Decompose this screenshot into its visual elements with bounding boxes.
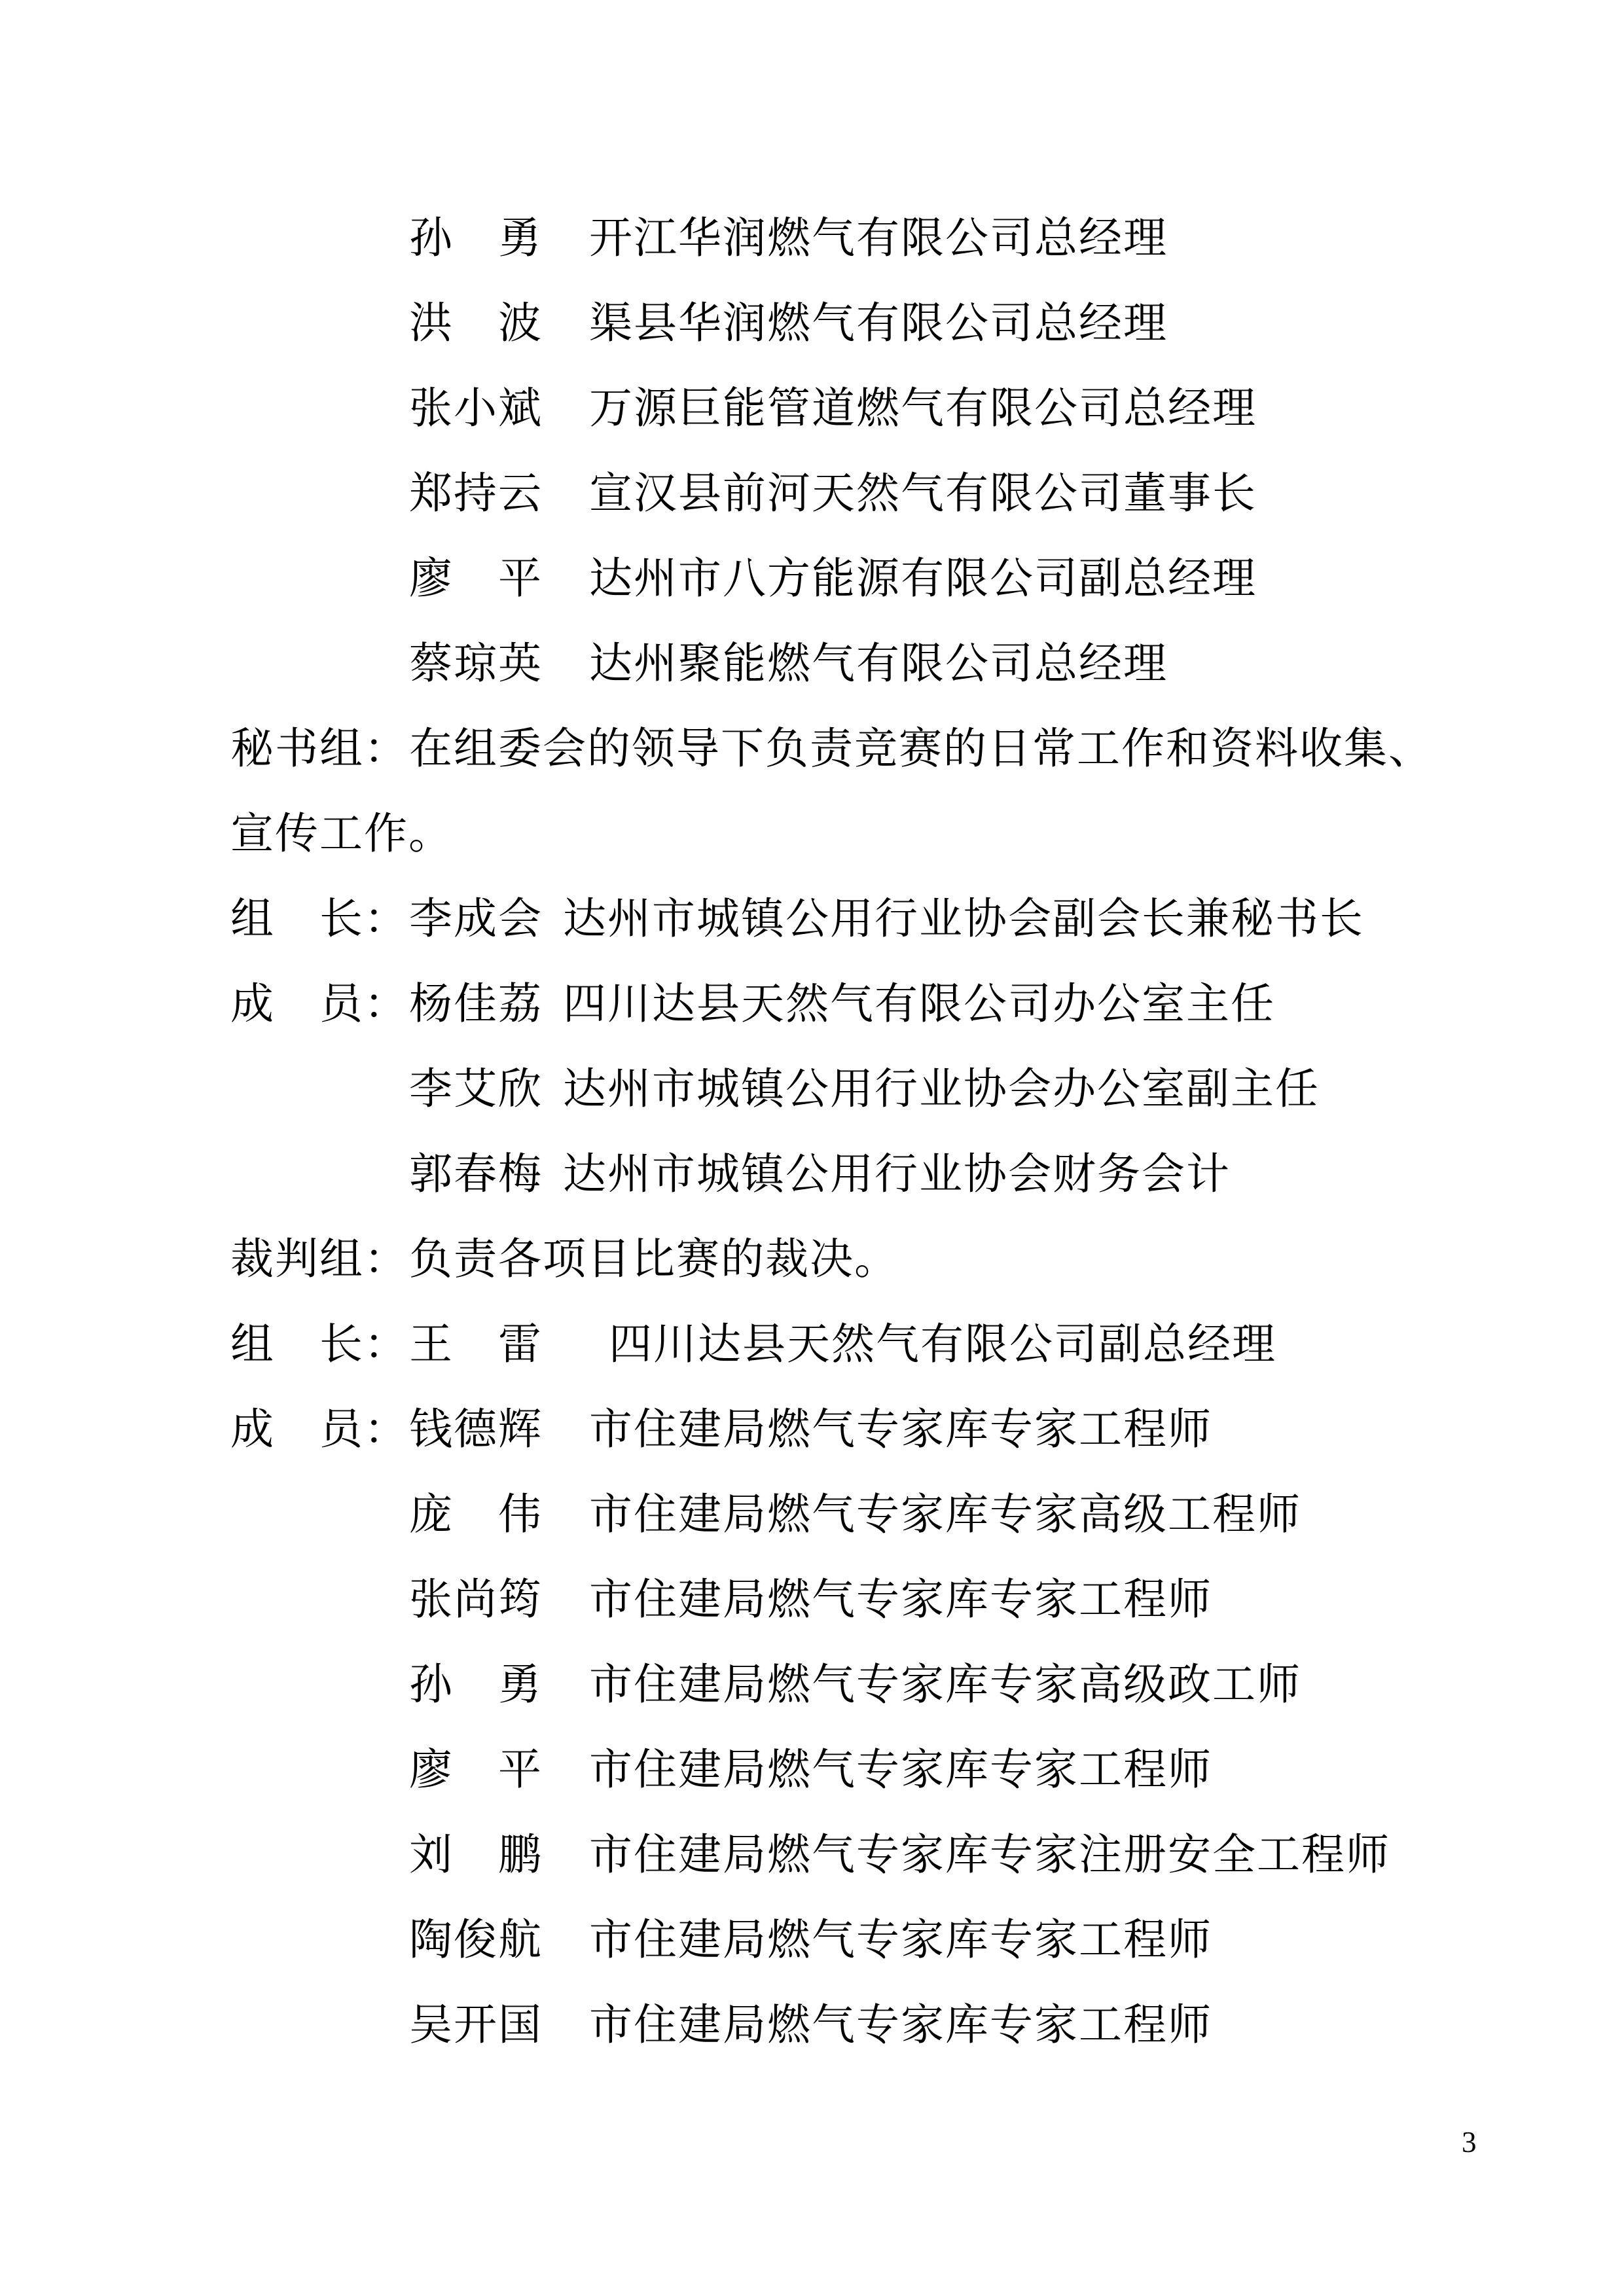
person-title: 达州聚能燃气有限公司总经理 — [589, 640, 1168, 688]
member-line — [0, 1047, 1624, 1132]
member-line — [0, 1728, 1624, 1813]
section-line — [0, 1217, 1624, 1302]
group-description: 在组委会的领导下负责竞赛的日常工作和资料收集、 — [409, 725, 1433, 773]
person-title: 达州市八方能源有限公司副总经理 — [589, 555, 1257, 603]
member-line — [0, 281, 1624, 367]
member-line — [0, 1898, 1624, 1983]
person-name: 李艾欣 — [409, 1066, 543, 1113]
group-label: 组 长： — [230, 895, 408, 943]
document-body — [0, 196, 1624, 2068]
role-line — [0, 1302, 1624, 1388]
person-name: 吴开国 — [409, 2001, 543, 2049]
member-line — [0, 1813, 1624, 1898]
person-title: 市住建局燃气专家库专家高级政工师 — [589, 1661, 1301, 1709]
person-name: 陶俊航 — [409, 1916, 543, 1964]
group-description: 负责各项目比赛的裁决。 — [409, 1236, 899, 1283]
role-line — [0, 1388, 1624, 1473]
person-title: 市住建局燃气专家库专家工程师 — [589, 1916, 1212, 1964]
person-title: 万源巨能管道燃气有限公司总经理 — [589, 385, 1257, 433]
page-number: 3 — [1462, 2126, 1477, 2159]
person-name: 李成会 — [409, 895, 543, 943]
person-name: 庞 伟 — [409, 1491, 543, 1539]
continuation-line — [0, 792, 1624, 877]
person-name: 孙 勇 — [409, 215, 543, 262]
person-name: 郭春梅 — [409, 1151, 543, 1198]
person-title: 渠县华润燃气有限公司总经理 — [589, 300, 1168, 348]
member-line — [0, 1643, 1624, 1728]
person-name: 孙 勇 — [409, 1661, 543, 1709]
paragraph-continuation-text: 宣传工作。 — [230, 810, 453, 858]
person-name: 王 雷 — [409, 1321, 543, 1369]
person-title: 市住建局燃气专家库专家高级工程师 — [589, 1491, 1301, 1539]
person-title: 四川达县天然气有限公司副总经理 — [609, 1321, 1276, 1369]
person-title: 市住建局燃气专家库专家工程师 — [589, 1746, 1212, 1794]
person-name: 张小斌 — [409, 385, 543, 433]
person-name: 廖 平 — [409, 555, 543, 603]
person-title: 市住建局燃气专家库专家工程师 — [589, 1576, 1212, 1624]
person-name: 洪 波 — [409, 300, 543, 348]
member-line — [0, 1558, 1624, 1643]
person-name: 钱德辉 — [409, 1406, 543, 1454]
person-title: 市住建局燃气专家库专家注册安全工程师 — [589, 1831, 1390, 1879]
member-line — [0, 537, 1624, 622]
person-title: 宣汉县前河天然气有限公司董事长 — [589, 470, 1257, 518]
member-line — [0, 1473, 1624, 1558]
section-line — [0, 707, 1624, 792]
person-name: 刘 鹏 — [409, 1831, 543, 1879]
group-label: 组 长： — [230, 1321, 408, 1369]
person-name: 蔡琼英 — [409, 640, 543, 688]
role-line — [0, 877, 1624, 962]
person-title: 四川达县天然气有限公司办公室主任 — [563, 980, 1275, 1028]
group-label: 成 员： — [230, 980, 408, 1028]
person-title: 市住建局燃气专家库专家工程师 — [589, 1406, 1212, 1454]
person-name: 杨佳荔 — [409, 980, 543, 1028]
member-line — [0, 1983, 1624, 2068]
member-line — [0, 367, 1624, 452]
person-name: 张尚筠 — [409, 1576, 543, 1624]
person-title: 市住建局燃气专家库专家工程师 — [589, 2001, 1212, 2049]
person-title: 达州市城镇公用行业协会财务会计 — [563, 1151, 1231, 1198]
member-line — [0, 196, 1624, 281]
member-line — [0, 1132, 1624, 1217]
role-line — [0, 962, 1624, 1047]
group-label: 秘书组： — [230, 725, 408, 773]
person-title: 达州市城镇公用行业协会副会长兼秘书长 — [563, 895, 1364, 943]
member-line — [0, 622, 1624, 707]
person-name: 郑持云 — [409, 470, 543, 518]
group-label: 裁判组： — [230, 1236, 408, 1283]
person-name: 廖 平 — [409, 1746, 543, 1794]
person-title: 开江华润燃气有限公司总经理 — [589, 215, 1168, 262]
person-title: 达州市城镇公用行业协会办公室副主任 — [563, 1066, 1320, 1113]
group-label: 成 员： — [230, 1406, 408, 1454]
member-line — [0, 452, 1624, 537]
